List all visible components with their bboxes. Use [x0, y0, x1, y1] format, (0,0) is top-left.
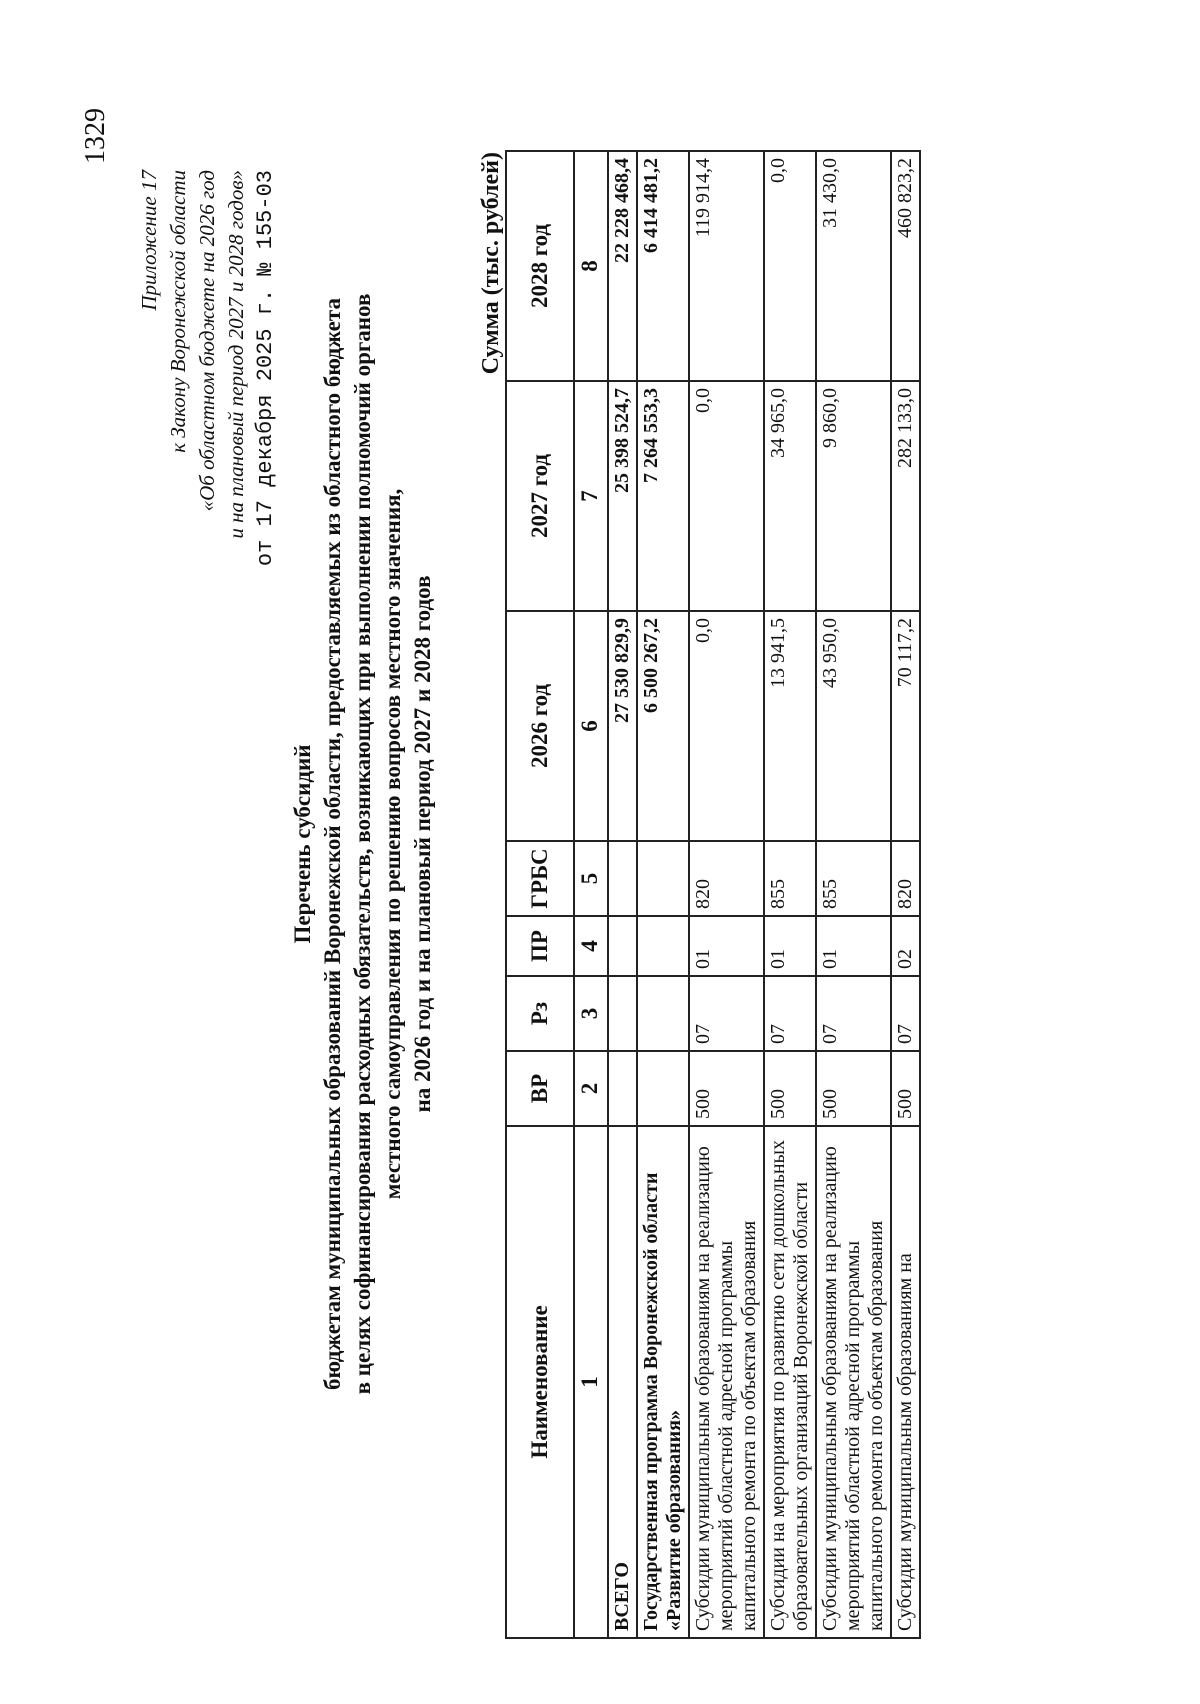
row-2026: 6 500 267,2 [637, 611, 689, 841]
row-2028: 0,0 [764, 151, 816, 381]
table-row [689, 151, 764, 1638]
column-number: 7 [574, 381, 608, 611]
row-pr [637, 916, 689, 976]
title-line: бюджетам муниципальных образований Воронежской области, предоставляемых из областного бюджета [320, 298, 345, 1390]
page-number: 1329 [80, 108, 111, 164]
column-number: 8 [574, 151, 608, 381]
row-rz [608, 976, 637, 1051]
row-2028: 119 914,4 [689, 151, 764, 381]
row-2028: 460 823,2 [891, 151, 920, 381]
appendix-reference [135, 170, 280, 930]
header-pr: ПР [506, 916, 574, 976]
subsidy-table [505, 150, 921, 1639]
row-rz [637, 976, 689, 1051]
title-line: на 2026 год и на плановый период 2027 и 2028 годов [410, 575, 435, 1113]
header-grbs: ГРБС [506, 841, 574, 916]
header-name: Наименование [506, 1126, 574, 1638]
row-2027: 7 264 553,3 [637, 381, 689, 611]
row-2026: 43 950,0 [816, 611, 891, 841]
units-label: Сумма (тыс. рублей) [478, 152, 504, 375]
row-rz: 07 [689, 976, 764, 1051]
title-line: в целях софинансирования расходных обязательств, возникающих при выполнении полномочий органов [350, 293, 375, 1395]
row-2027: 25 398 524,7 [608, 381, 637, 611]
title-line: Перечень субсидий [290, 744, 315, 944]
row-2028: 6 414 481,2 [637, 151, 689, 381]
column-number: 5 [574, 841, 608, 916]
row-vr [637, 1051, 689, 1126]
appendix-date-number: от 17 декабря 2025 г. № 155-03 [253, 170, 278, 567]
row-name: Субсидии муниципальным образованиям на реализацию мероприятий областной адресной программы капитального ремонта по объектам образования [816, 1126, 891, 1638]
row-rz: 07 [816, 976, 891, 1051]
row-2027: 34 965,0 [764, 381, 816, 611]
row-rz: 07 [764, 976, 816, 1051]
row-2028: 22 228 468,4 [608, 151, 637, 381]
appendix-line: и на плановый период 2027 и 2028 годов» [224, 170, 248, 539]
row-rz: 07 [891, 976, 920, 1051]
table-header-row [506, 151, 574, 1638]
table-row [764, 151, 816, 1638]
row-grbs: 820 [689, 841, 764, 916]
row-2026: 0,0 [689, 611, 764, 841]
row-pr: 02 [891, 916, 920, 976]
row-name: Субсидии муниципальным образованиям на [891, 1126, 920, 1638]
appendix-line: Приложение 17 [137, 170, 161, 311]
row-grbs: 855 [764, 841, 816, 916]
row-vr [608, 1051, 637, 1126]
header-2028: 2028 год [506, 151, 574, 381]
row-vr: 500 [891, 1051, 920, 1126]
column-number: 4 [574, 916, 608, 976]
appendix-line: к Закону Воронежской области [166, 170, 190, 453]
row-pr: 01 [764, 916, 816, 976]
row-2026: 27 530 829,9 [608, 611, 637, 841]
table-row-program [637, 151, 689, 1638]
row-2028: 31 430,0 [816, 151, 891, 381]
column-number: 2 [574, 1051, 608, 1126]
row-name: ВСЕГО [608, 1126, 637, 1638]
row-name: Субсидии на мероприятия по развитию сети дошкольных образовательных организаций Воронежской области [764, 1126, 816, 1638]
appendix-line: «Об областном бюджете на 2026 год [195, 170, 219, 512]
row-name: Субсидии муниципальным образованиям на реализацию мероприятий областной адресной программы капитального ремонта по объектам образования [689, 1126, 764, 1638]
column-number: 1 [574, 1126, 608, 1638]
column-number: 6 [574, 611, 608, 841]
document-title [288, 184, 438, 1504]
header-2026: 2026 год [506, 611, 574, 841]
table-row-total [608, 151, 637, 1638]
row-2027: 282 133,0 [891, 381, 920, 611]
header-2027: 2027 год [506, 381, 574, 611]
row-2026: 13 941,5 [764, 611, 816, 841]
table-row [816, 151, 891, 1638]
row-pr: 01 [689, 916, 764, 976]
row-vr: 500 [764, 1051, 816, 1126]
row-vr: 500 [689, 1051, 764, 1126]
header-rz: Рз [506, 976, 574, 1051]
row-grbs: 820 [891, 841, 920, 916]
row-pr [608, 916, 637, 976]
row-2026: 70 117,2 [891, 611, 920, 841]
header-vr: ВР [506, 1051, 574, 1126]
column-number-row [574, 151, 608, 1638]
row-grbs [637, 841, 689, 916]
row-vr: 500 [816, 1051, 891, 1126]
table-row [891, 151, 920, 1638]
row-2027: 9 860,0 [816, 381, 891, 611]
title-line: местного самоуправления по решению вопросов местного значения, [380, 488, 405, 1200]
row-pr: 01 [816, 916, 891, 976]
row-2027: 0,0 [689, 381, 764, 611]
row-name: Государственная программа Воронежской области «Развитие образования» [637, 1126, 689, 1638]
row-grbs [608, 841, 637, 916]
column-number: 3 [574, 976, 608, 1051]
row-grbs: 855 [816, 841, 891, 916]
